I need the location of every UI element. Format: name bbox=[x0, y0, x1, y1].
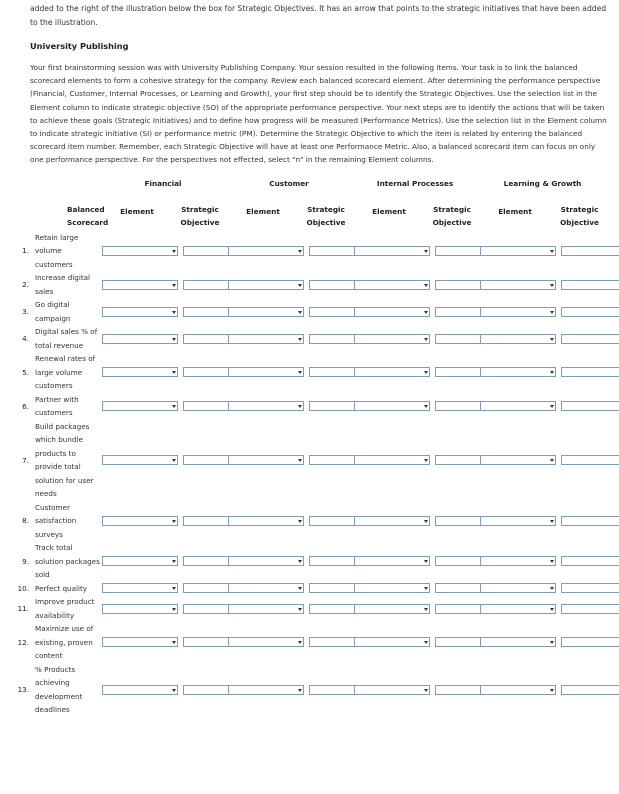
scorecard-item: Build packages which bundle products to provide total solution for user needs bbox=[35, 421, 94, 499]
scorecard-item: Perfect quality bbox=[35, 583, 88, 593]
item-number: 10. bbox=[17, 583, 29, 593]
dropdown-arrow-icon bbox=[424, 689, 428, 692]
element-select[interactable] bbox=[480, 455, 556, 465]
objective-cell bbox=[552, 420, 607, 501]
element-select[interactable] bbox=[228, 685, 304, 695]
element-cell bbox=[100, 298, 174, 325]
strategic-objective-column-header: Strategic Objective bbox=[560, 204, 599, 227]
element-select[interactable] bbox=[228, 246, 304, 256]
element-cell bbox=[226, 298, 300, 325]
dropdown-arrow-icon bbox=[550, 250, 554, 253]
strategic-objective-input[interactable] bbox=[561, 583, 619, 593]
dropdown-arrow-icon bbox=[424, 560, 428, 563]
strategic-objective-input[interactable] bbox=[561, 685, 619, 695]
element-cell bbox=[100, 420, 174, 501]
element-cell bbox=[478, 582, 552, 596]
perspective-header-row bbox=[17, 175, 607, 193]
dropdown-arrow-icon bbox=[550, 608, 554, 611]
element-select[interactable] bbox=[354, 583, 430, 593]
objective-cell bbox=[426, 420, 478, 501]
element-cell bbox=[352, 325, 426, 352]
element-cell bbox=[100, 595, 174, 622]
item-number: 9. bbox=[22, 556, 29, 566]
strategic-objective-column-header: Strategic Objective bbox=[306, 204, 346, 227]
section-title: University Publishing bbox=[30, 41, 129, 51]
dropdown-arrow-icon bbox=[298, 641, 302, 644]
scorecard-item: Increase digital sales bbox=[35, 273, 91, 296]
dropdown-arrow-icon bbox=[424, 641, 428, 644]
scorecard-row bbox=[17, 352, 607, 393]
perspective-header: Customer bbox=[269, 179, 309, 189]
element-cell bbox=[100, 663, 174, 717]
objective-cell bbox=[174, 541, 226, 582]
element-cell bbox=[100, 622, 174, 663]
dropdown-arrow-icon bbox=[424, 338, 428, 341]
element-select[interactable] bbox=[354, 334, 430, 344]
scorecard-item: Go digital campaign bbox=[35, 300, 71, 323]
element-cell bbox=[478, 352, 552, 393]
element-cell bbox=[478, 541, 552, 582]
element-cell bbox=[226, 352, 300, 393]
element-cell bbox=[478, 298, 552, 325]
objective-cell bbox=[426, 663, 478, 717]
objective-cell bbox=[300, 582, 352, 596]
objective-cell bbox=[426, 541, 478, 582]
element-select[interactable] bbox=[480, 246, 556, 256]
objective-cell bbox=[552, 325, 607, 352]
dropdown-arrow-icon bbox=[172, 405, 176, 408]
strategic-objective-input[interactable] bbox=[561, 637, 619, 647]
dropdown-arrow-icon bbox=[172, 587, 176, 590]
element-select[interactable] bbox=[102, 334, 178, 344]
objective-cell bbox=[426, 595, 478, 622]
element-cell bbox=[100, 325, 174, 352]
strategic-objective-input[interactable] bbox=[561, 516, 619, 526]
element-cell bbox=[478, 393, 552, 420]
dropdown-arrow-icon bbox=[550, 311, 554, 314]
element-cell bbox=[478, 501, 552, 542]
strategic-objective-input[interactable] bbox=[561, 246, 619, 256]
objective-cell bbox=[174, 420, 226, 501]
objective-cell bbox=[174, 501, 226, 542]
scorecard-row bbox=[17, 663, 607, 717]
element-column-header: Element bbox=[120, 207, 154, 217]
element-select[interactable] bbox=[102, 516, 178, 526]
dropdown-arrow-icon bbox=[172, 250, 176, 253]
objective-cell bbox=[552, 352, 607, 393]
strategic-objective-input[interactable] bbox=[561, 455, 619, 465]
element-select[interactable] bbox=[354, 367, 430, 377]
scorecard-row bbox=[17, 501, 607, 542]
objective-cell bbox=[174, 663, 226, 717]
dropdown-arrow-icon bbox=[298, 284, 302, 287]
element-select[interactable] bbox=[102, 583, 178, 593]
scorecard-item: Retain large volume customers bbox=[35, 232, 79, 269]
element-select[interactable] bbox=[480, 334, 556, 344]
element-cell bbox=[226, 582, 300, 596]
element-select[interactable] bbox=[354, 516, 430, 526]
scorecard-row bbox=[17, 298, 607, 325]
element-cell bbox=[226, 393, 300, 420]
dropdown-arrow-icon bbox=[172, 641, 176, 644]
element-cell bbox=[352, 298, 426, 325]
element-cell bbox=[100, 541, 174, 582]
objective-cell bbox=[174, 325, 226, 352]
objective-cell bbox=[174, 622, 226, 663]
objective-cell bbox=[300, 501, 352, 542]
element-select[interactable] bbox=[228, 516, 304, 526]
element-cell bbox=[100, 582, 174, 596]
element-cell bbox=[478, 271, 552, 298]
element-select[interactable] bbox=[480, 583, 556, 593]
element-select[interactable] bbox=[228, 401, 304, 411]
dropdown-arrow-icon bbox=[424, 284, 428, 287]
dropdown-arrow-icon bbox=[172, 608, 176, 611]
element-select[interactable] bbox=[102, 401, 178, 411]
item-number: 4. bbox=[22, 334, 29, 344]
dropdown-arrow-icon bbox=[550, 338, 554, 341]
objective-cell bbox=[300, 595, 352, 622]
dropdown-arrow-icon bbox=[424, 371, 428, 374]
intro-text: added to the right of the illustration below the box for Strategic Objectives. It has an arrow that points to the strategic initiatives that have been added to the illustration. bbox=[30, 4, 607, 27]
scorecard-row bbox=[17, 420, 607, 501]
dropdown-arrow-icon bbox=[298, 520, 302, 523]
objective-cell bbox=[300, 271, 352, 298]
scorecard-row bbox=[17, 582, 607, 596]
scorecard-row bbox=[17, 393, 607, 420]
strategic-objective-input[interactable] bbox=[561, 334, 619, 344]
objective-cell bbox=[300, 420, 352, 501]
strategic-objective-input[interactable] bbox=[561, 280, 619, 290]
element-select[interactable] bbox=[354, 307, 430, 317]
objective-cell bbox=[552, 595, 607, 622]
instructions-paragraph: Your first brainstorming session was with University Publishing Company. Your session resulted in the following items. Your task is to link the balanced scorecard elements to form a cohesive strategy for the company. Review each balanced scorecard element. After determining the performance perspective (Financial, Customer, Internal Processes, or Learning and Growth), your first step should be to identify the Strategic Objectives. Use the selection list in the Element column to indicate strategic objective (SO) of the appropriate performance perspective. Your next steps are to identify the actions that will be taken to achieve these goals (Strategic Initiatives) and to define how progress will be measured (Performance Metrics). Use the selection list in the Element column to indicate strategic initiative (SI) or performance metric (PM). Determine the Strategic Objective to which the item is related by entering the balanced scorecard item number. Remember, each Strategic Objective will have at least one Performance Metric. Also, a balanced scorecard item can focus on only one performance perspective. For the perspectives not effected, select "n" in the remaining Element columns. bbox=[30, 63, 607, 165]
objective-cell bbox=[552, 541, 607, 582]
element-select[interactable] bbox=[102, 455, 178, 465]
element-cell bbox=[226, 622, 300, 663]
element-select[interactable] bbox=[228, 334, 304, 344]
scorecard-item: Customer satisfaction surveys bbox=[35, 502, 77, 539]
dropdown-arrow-icon bbox=[172, 284, 176, 287]
dropdown-arrow-icon bbox=[550, 689, 554, 692]
dropdown-arrow-icon bbox=[424, 608, 428, 611]
balanced-scorecard-header: Balanced Scorecard bbox=[67, 204, 109, 227]
element-select[interactable] bbox=[354, 685, 430, 695]
element-select[interactable] bbox=[480, 307, 556, 317]
strategic-objective-input[interactable] bbox=[561, 401, 619, 411]
element-column-header: Element bbox=[372, 207, 406, 217]
element-cell bbox=[226, 541, 300, 582]
element-cell bbox=[352, 501, 426, 542]
objective-cell bbox=[426, 352, 478, 393]
dropdown-arrow-icon bbox=[172, 338, 176, 341]
element-cell bbox=[352, 541, 426, 582]
item-number: 3. bbox=[22, 307, 29, 317]
element-cell bbox=[226, 595, 300, 622]
objective-cell bbox=[552, 298, 607, 325]
element-cell bbox=[352, 393, 426, 420]
element-cell bbox=[226, 663, 300, 717]
objective-cell bbox=[552, 582, 607, 596]
objective-cell bbox=[426, 325, 478, 352]
item-number: 12. bbox=[17, 637, 29, 647]
objective-cell bbox=[426, 271, 478, 298]
element-select[interactable] bbox=[354, 246, 430, 256]
objective-cell bbox=[174, 582, 226, 596]
column-header-row bbox=[17, 193, 607, 231]
dropdown-arrow-icon bbox=[424, 311, 428, 314]
objective-cell bbox=[426, 298, 478, 325]
element-cell bbox=[478, 595, 552, 622]
dropdown-arrow-icon bbox=[298, 338, 302, 341]
scorecard-item: Improve product availability bbox=[35, 597, 95, 620]
item-number: 1. bbox=[22, 246, 29, 256]
item-number: 2. bbox=[22, 280, 29, 290]
scorecard-row bbox=[17, 541, 607, 582]
element-select[interactable] bbox=[480, 604, 556, 614]
element-column-header: Element bbox=[246, 207, 280, 217]
element-cell bbox=[352, 420, 426, 501]
objective-cell bbox=[552, 393, 607, 420]
dropdown-arrow-icon bbox=[172, 560, 176, 563]
element-select[interactable] bbox=[228, 556, 304, 566]
element-cell bbox=[478, 420, 552, 501]
element-cell bbox=[352, 352, 426, 393]
dropdown-arrow-icon bbox=[298, 587, 302, 590]
element-cell bbox=[352, 582, 426, 596]
objective-cell bbox=[300, 298, 352, 325]
objective-cell bbox=[552, 271, 607, 298]
element-select[interactable] bbox=[102, 367, 178, 377]
item-number: 8. bbox=[22, 516, 29, 526]
element-select[interactable] bbox=[480, 401, 556, 411]
perspective-header: Financial bbox=[144, 179, 182, 189]
element-cell bbox=[100, 271, 174, 298]
dropdown-arrow-icon bbox=[298, 311, 302, 314]
element-select[interactable] bbox=[102, 246, 178, 256]
balanced-scorecard-table bbox=[17, 175, 607, 717]
element-cell bbox=[226, 271, 300, 298]
perspective-header: Learning & Growth bbox=[503, 179, 582, 189]
element-select[interactable] bbox=[480, 516, 556, 526]
element-select[interactable] bbox=[354, 280, 430, 290]
objective-cell bbox=[552, 622, 607, 663]
element-select[interactable] bbox=[102, 637, 178, 647]
strategic-objective-input[interactable] bbox=[561, 604, 619, 614]
scorecard-row bbox=[17, 271, 607, 298]
dropdown-arrow-icon bbox=[550, 405, 554, 408]
element-cell bbox=[352, 622, 426, 663]
dropdown-arrow-icon bbox=[550, 560, 554, 563]
scorecard-row bbox=[17, 325, 607, 352]
objective-cell bbox=[174, 393, 226, 420]
objective-cell bbox=[300, 325, 352, 352]
dropdown-arrow-icon bbox=[298, 459, 302, 462]
element-cell bbox=[226, 501, 300, 542]
perspective-header: Internal Processes bbox=[376, 179, 454, 189]
element-cell bbox=[352, 663, 426, 717]
scorecard-item: Track total solution packages sold bbox=[35, 543, 100, 580]
element-select[interactable] bbox=[480, 637, 556, 647]
objective-cell bbox=[174, 595, 226, 622]
strategic-objective-input[interactable] bbox=[561, 556, 619, 566]
element-select[interactable] bbox=[354, 604, 430, 614]
element-select[interactable] bbox=[480, 367, 556, 377]
element-column-header: Element bbox=[498, 207, 532, 217]
strategic-objective-input[interactable] bbox=[561, 307, 619, 317]
element-select[interactable] bbox=[228, 604, 304, 614]
dropdown-arrow-icon bbox=[424, 405, 428, 408]
element-cell bbox=[478, 325, 552, 352]
element-cell bbox=[478, 663, 552, 717]
scorecard-row bbox=[17, 231, 607, 272]
element-select[interactable] bbox=[228, 367, 304, 377]
element-select[interactable] bbox=[102, 307, 178, 317]
element-select[interactable] bbox=[480, 280, 556, 290]
element-select[interactable] bbox=[102, 685, 178, 695]
element-cell bbox=[100, 231, 174, 272]
dropdown-arrow-icon bbox=[550, 641, 554, 644]
strategic-objective-column-header: Strategic Objective bbox=[180, 204, 220, 227]
dropdown-arrow-icon bbox=[298, 689, 302, 692]
dropdown-arrow-icon bbox=[424, 459, 428, 462]
dropdown-arrow-icon bbox=[172, 311, 176, 314]
objective-cell bbox=[174, 231, 226, 272]
dropdown-arrow-icon bbox=[424, 587, 428, 590]
scorecard-row bbox=[17, 622, 607, 663]
dropdown-arrow-icon bbox=[298, 250, 302, 253]
objective-cell bbox=[300, 541, 352, 582]
dropdown-arrow-icon bbox=[550, 284, 554, 287]
element-select[interactable] bbox=[354, 637, 430, 647]
dropdown-arrow-icon bbox=[172, 689, 176, 692]
dropdown-arrow-icon bbox=[424, 520, 428, 523]
element-cell bbox=[352, 271, 426, 298]
scorecard-item: % Products achieving development deadlines bbox=[35, 664, 83, 715]
objective-cell bbox=[300, 622, 352, 663]
dropdown-arrow-icon bbox=[172, 371, 176, 374]
element-cell bbox=[352, 595, 426, 622]
dropdown-arrow-icon bbox=[298, 371, 302, 374]
element-cell bbox=[226, 325, 300, 352]
element-select[interactable] bbox=[102, 604, 178, 614]
objective-cell bbox=[300, 352, 352, 393]
strategic-objective-input[interactable] bbox=[561, 367, 619, 377]
element-cell bbox=[100, 501, 174, 542]
objective-cell bbox=[174, 352, 226, 393]
objective-cell bbox=[300, 663, 352, 717]
objective-cell bbox=[552, 231, 607, 272]
dropdown-arrow-icon bbox=[550, 459, 554, 462]
element-cell bbox=[478, 622, 552, 663]
element-select[interactable] bbox=[354, 455, 430, 465]
item-number: 11. bbox=[17, 604, 29, 614]
item-number: 13. bbox=[17, 685, 29, 695]
element-cell bbox=[226, 420, 300, 501]
item-number: 7. bbox=[22, 455, 29, 465]
objective-cell bbox=[426, 393, 478, 420]
element-cell bbox=[100, 352, 174, 393]
objective-cell bbox=[552, 663, 607, 717]
dropdown-arrow-icon bbox=[550, 371, 554, 374]
dropdown-arrow-icon bbox=[298, 560, 302, 563]
element-select[interactable] bbox=[480, 556, 556, 566]
element-select[interactable] bbox=[228, 307, 304, 317]
element-select[interactable] bbox=[354, 401, 430, 411]
dropdown-arrow-icon bbox=[550, 587, 554, 590]
objective-cell bbox=[174, 271, 226, 298]
element-select[interactable] bbox=[102, 556, 178, 566]
dropdown-arrow-icon bbox=[424, 250, 428, 253]
objective-cell bbox=[426, 231, 478, 272]
dropdown-arrow-icon bbox=[298, 405, 302, 408]
strategic-objective-column-header: Strategic Objective bbox=[432, 204, 472, 227]
element-cell bbox=[100, 393, 174, 420]
dropdown-arrow-icon bbox=[298, 608, 302, 611]
objective-cell bbox=[426, 582, 478, 596]
scorecard-item: Maximize use of existing, proven content bbox=[35, 624, 94, 661]
element-cell bbox=[352, 231, 426, 272]
scorecard-row bbox=[17, 595, 607, 622]
objective-cell bbox=[300, 231, 352, 272]
element-select[interactable] bbox=[228, 583, 304, 593]
scorecard-item: Partner with customers bbox=[35, 394, 79, 418]
item-number: 6. bbox=[22, 401, 29, 411]
objective-cell bbox=[174, 298, 226, 325]
objective-cell bbox=[426, 622, 478, 663]
element-select[interactable] bbox=[354, 556, 430, 566]
element-cell bbox=[478, 231, 552, 272]
element-select[interactable] bbox=[228, 280, 304, 290]
element-select[interactable] bbox=[228, 637, 304, 647]
scorecard-item: Digital sales % of total revenue bbox=[35, 327, 98, 350]
element-select[interactable] bbox=[480, 685, 556, 695]
dropdown-arrow-icon bbox=[550, 520, 554, 523]
item-number: 5. bbox=[22, 367, 29, 377]
dropdown-arrow-icon bbox=[172, 520, 176, 523]
dropdown-arrow-icon bbox=[172, 459, 176, 462]
scorecard-item: Renewal rates of large volume customers bbox=[35, 354, 96, 391]
element-cell bbox=[226, 231, 300, 272]
objective-cell bbox=[426, 501, 478, 542]
element-select[interactable] bbox=[228, 455, 304, 465]
objective-cell bbox=[552, 501, 607, 542]
element-select[interactable] bbox=[102, 280, 178, 290]
objective-cell bbox=[300, 393, 352, 420]
